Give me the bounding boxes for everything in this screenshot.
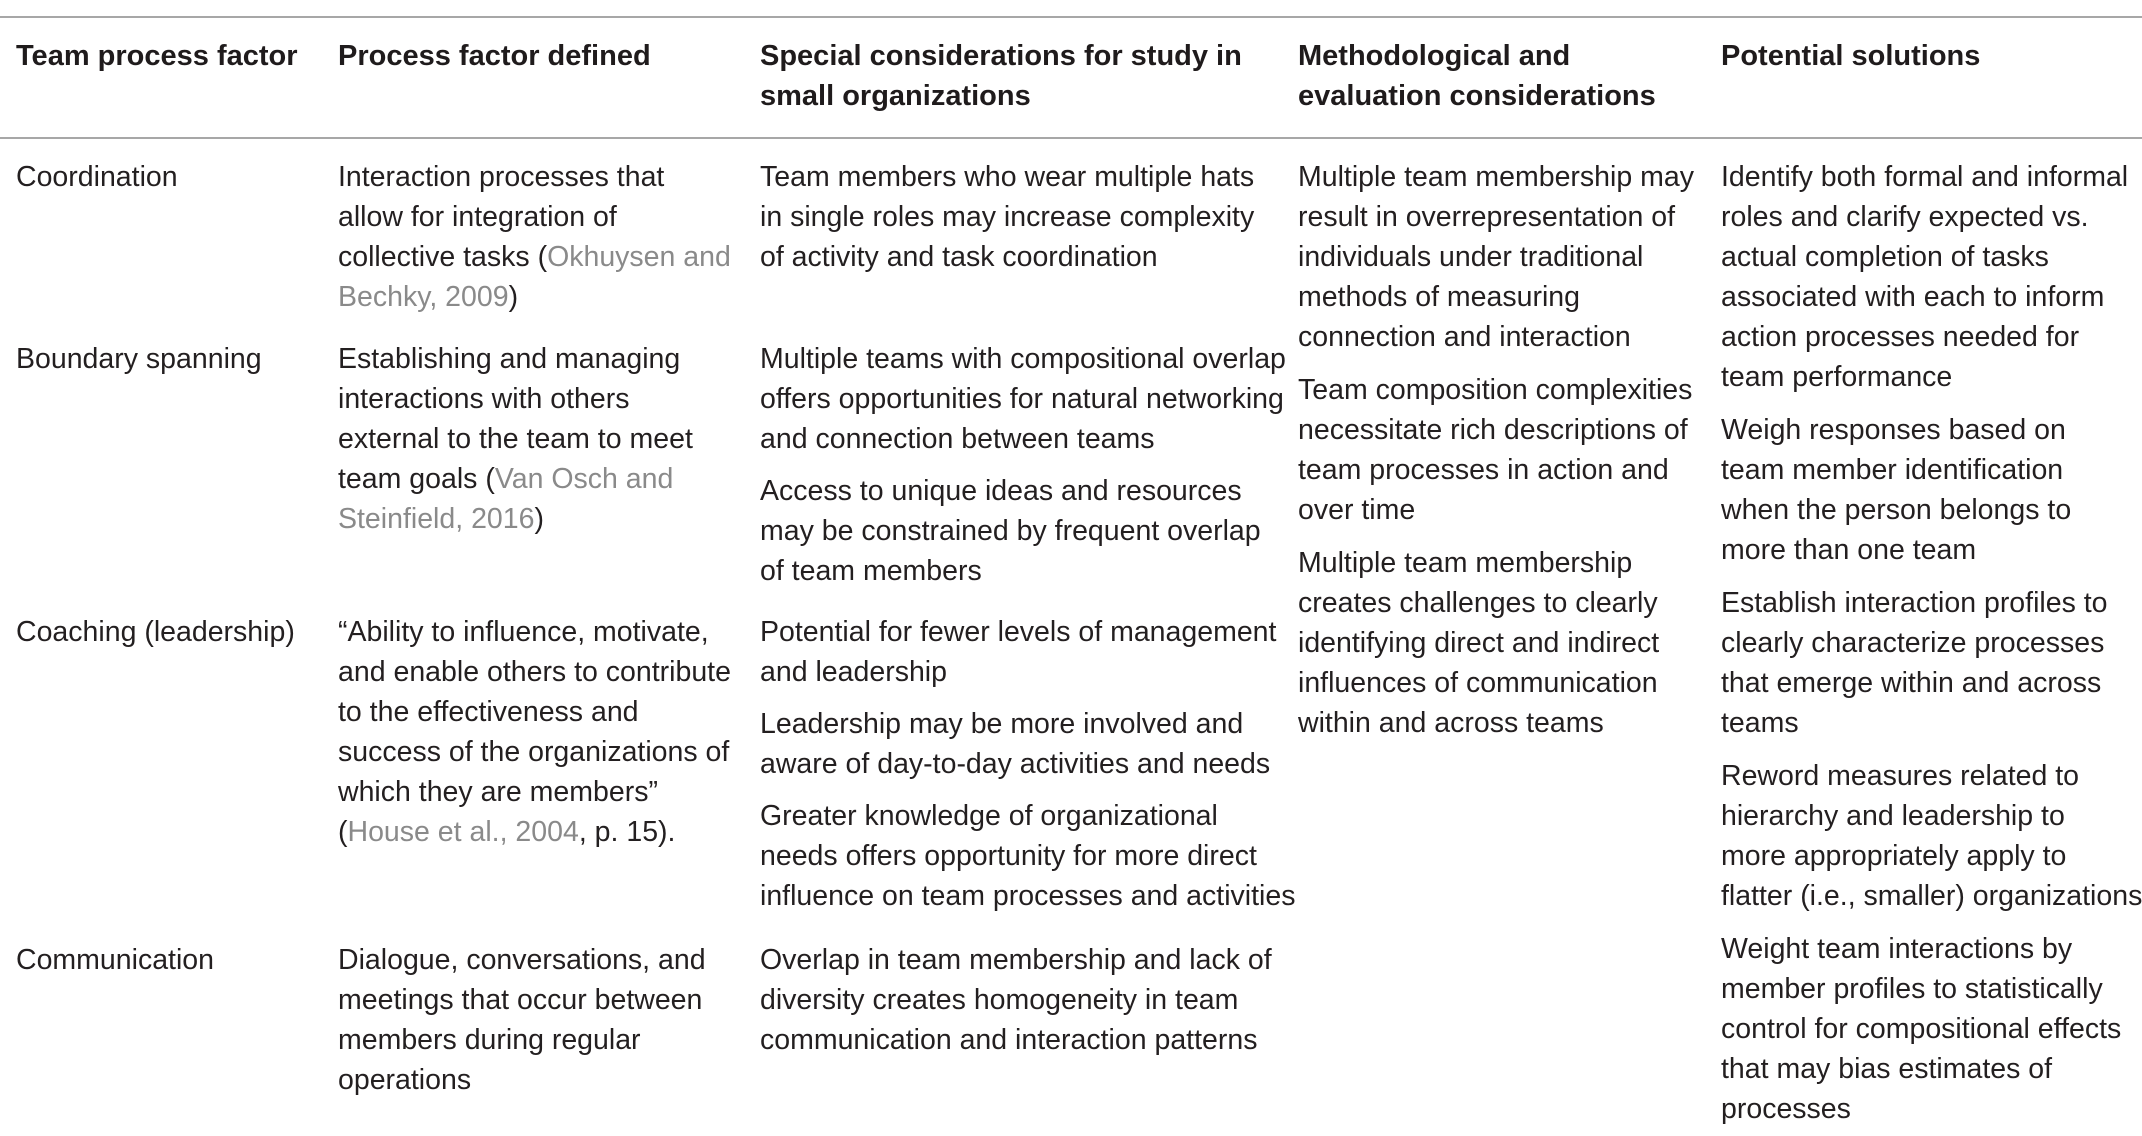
header-potential-solutions: Potential solutions (1721, 40, 1981, 72)
table-header-rule (0, 137, 2142, 139)
solution-paragraph-3: Establish interaction profiles to clearly characterize processes that emerge within and across teams (1721, 587, 2108, 739)
definition-boundary-spanning: Establishing and managing interactions with others external to the team to meet team goals (Van Osch and Steinfield, 2016) (338, 343, 693, 535)
special-boundary-2: Access to unique ideas and resources may be constrained by frequent overlap of team members (760, 475, 1261, 587)
definition-coaching: “Ability to influence, motivate, and enable others to contribute to the effectiveness and success of the organizations of which they are members” (House et al., 2004, p. 15). (338, 616, 731, 848)
citation-link[interactable]: Van Osch and (494, 463, 674, 495)
table-top-rule (0, 16, 2142, 18)
citation-link[interactable]: House et al., 2004 (347, 816, 579, 848)
special-coaching-3: Greater knowledge of organizational needs offers opportunity for more direct influence on team processes and activities (760, 800, 1296, 912)
factor-coordination: Coordination (16, 161, 178, 193)
solution-paragraph-5: Weight team interactions by member profiles to statistically control for compositional effects that may bias estimates of processes (1721, 933, 2122, 1125)
citation-link[interactable]: Okhuysen and (547, 241, 731, 273)
definition-communication: Dialogue, conversations, and meetings that occur between members during regular operations (338, 944, 706, 1096)
method-paragraph-1: Multiple team membership may result in overrepresentation of individuals under traditional methods of measuring connection and interaction (1298, 161, 1694, 353)
definition-coordination: Interaction processes that allow for integration of collective tasks (Okhuysen and Bechky, 2009) (338, 161, 731, 313)
solution-paragraph-1: Identify both formal and informal roles and clarify expected vs. actual completion of tasks associated with each to inform action processes needed for team performance (1721, 161, 2129, 393)
solution-paragraph-4: Reword measures related to hierarchy and leadership to more appropriately apply to flatter (i.e., smaller) organizations (1721, 760, 2142, 912)
solution-paragraph-2: Weigh responses based on team member identification when the person belongs to more than one team (1721, 414, 2072, 566)
factor-coaching: Coaching (leadership) (16, 616, 295, 648)
special-communication: Overlap in team membership and lack of diversity creates homogeneity in team communication and interaction patterns (760, 944, 1272, 1056)
header-team-process-factor: Team process factor (16, 40, 298, 72)
header-special-considerations: Special considerations for study in small organizations (760, 40, 1242, 112)
method-paragraph-3: Multiple team membership creates challenges to clearly identifying direct and indirect influences of communication within and across teams (1298, 547, 1660, 739)
special-coaching-2: Leadership may be more involved and aware of day-to-day activities and needs (760, 708, 1271, 780)
special-coordination: Team members who wear multiple hats in single roles may increase complexity of activity and task coordination (760, 161, 1255, 273)
special-coaching-1: Potential for fewer levels of management and leadership (760, 616, 1277, 688)
factor-communication: Communication (16, 944, 214, 976)
citation-link[interactable]: Bechky, 2009 (338, 281, 509, 313)
citation-link[interactable]: Steinfield, 2016 (338, 503, 535, 535)
special-boundary-1: Multiple teams with compositional overlap offers opportunities for natural networking and connection between teams (760, 343, 1286, 455)
header-methodological-considerations: Methodological and evaluation considerations (1298, 40, 1656, 112)
factor-boundary-spanning: Boundary spanning (16, 343, 262, 375)
header-process-factor-defined: Process factor defined (338, 40, 651, 72)
method-paragraph-2: Team composition complexities necessitate rich descriptions of team processes in action and over time (1298, 374, 1693, 526)
